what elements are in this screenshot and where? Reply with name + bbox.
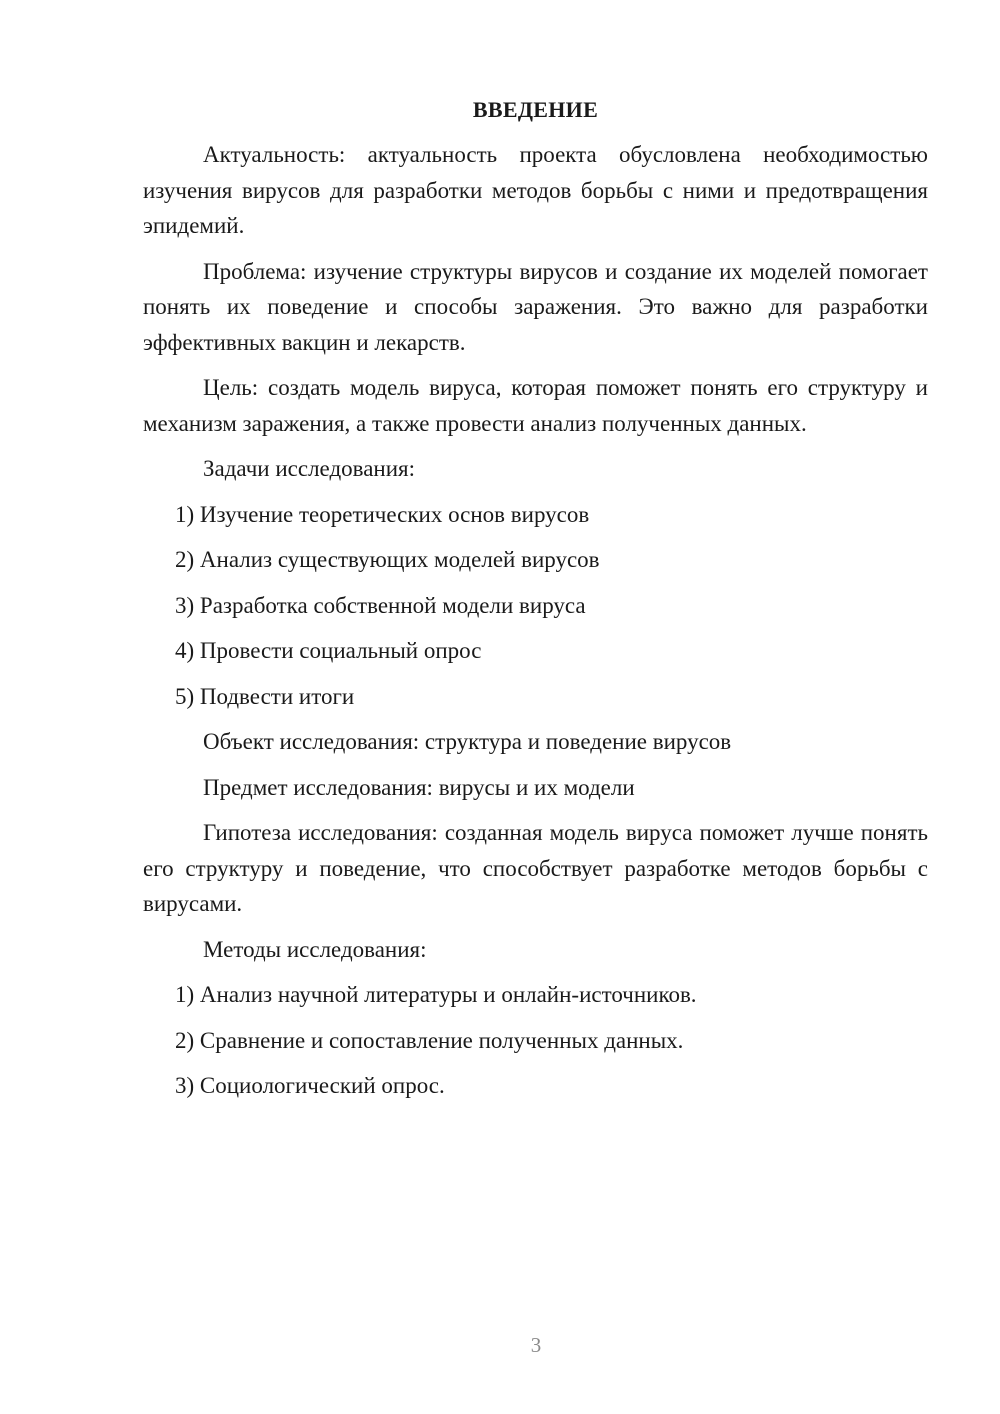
methods-heading: Методы исследования:	[203, 936, 427, 962]
paragraph-goal: Цель: создать модель вируса, которая поможет понять его структуру и механизм заражения, а также провести анализ полученных данных.	[143, 375, 928, 436]
list-item: 2) Анализ существующих моделей вирусов	[175, 547, 600, 572]
paragraph-hypothesis: Гипотеза исследования: созданная модель вируса поможет лучше понять его структуру и поведение, что способствует разработке методов борьбы с вирусами.	[143, 820, 928, 916]
tasks-heading: Задачи исследования:	[203, 456, 416, 481]
list-item: 1) Изучение теоретических основ вирусов	[175, 501, 590, 527]
page-content	[143, 92, 928, 1114]
list-item: 3) Социологический опрос.	[175, 1073, 445, 1098]
paragraph-object: Объект исследования: структура и поведение вирусов	[203, 729, 732, 754]
methods-list	[143, 977, 928, 1104]
paragraph-subject: Предмет исследования: вирусы и их модели	[203, 774, 635, 800]
paragraph-relevance: Актуальность: актуальность проекта обусловлена необходимостью изучения вирусов для разработки методов борьбы с ними и предотвращения эпидемий.	[143, 142, 928, 238]
paragraph-problem: Проблема: изучение структуры вирусов и создание их моделей помогает понять их поведение и способы заражения. Это важно для разработки эффективных вакцин и лекарств.	[143, 258, 928, 355]
list-item: 4) Провести социальный опрос	[175, 638, 482, 663]
list-item: 2) Сравнение и сопоставление полученных данных.	[175, 1027, 684, 1053]
list-item: 5) Подвести итоги	[175, 683, 355, 709]
section-title: ВВЕДЕНИЕ	[472, 97, 599, 122]
page-number: 3	[530, 1333, 542, 1357]
list-item: 3) Разработка собственной модели вируса	[175, 592, 586, 618]
tasks-list	[143, 497, 928, 715]
list-item: 1) Анализ научной литературы и онлайн-источников.	[175, 982, 697, 1007]
